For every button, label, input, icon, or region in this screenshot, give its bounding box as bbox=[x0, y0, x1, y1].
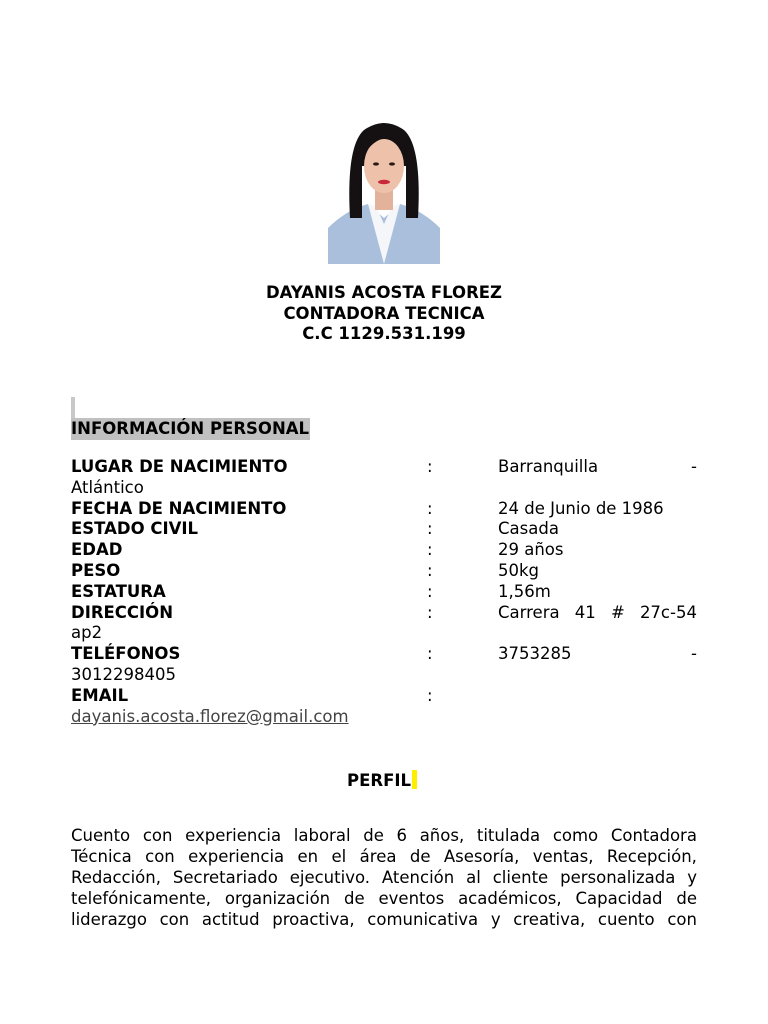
field-value-part: 27c-54 bbox=[639, 602, 697, 622]
resume-header bbox=[0, 283, 768, 345]
section-title-perfil-text: PERFIL bbox=[347, 771, 411, 790]
perfil-paragraph bbox=[71, 825, 697, 930]
paragraph-word: personalizada bbox=[560, 868, 676, 887]
paragraph-word: comunicativa bbox=[367, 910, 479, 929]
paragraph-word: cuento bbox=[597, 910, 655, 929]
paragraph-word: ventas, bbox=[532, 847, 594, 866]
paragraph-line bbox=[71, 867, 697, 888]
field-value-part: Barranquilla bbox=[498, 457, 599, 476]
field-value-part: - bbox=[691, 644, 697, 664]
field-colon: : bbox=[427, 457, 433, 476]
field-label: ESTATURA bbox=[71, 581, 166, 601]
field-row-direccion bbox=[71, 603, 697, 624]
candidate-title: CONTADORA TECNICA bbox=[283, 303, 485, 323]
field-label: FECHA DE NACIMIENTO bbox=[71, 498, 287, 518]
candidate-id: C.C 1129.531.199 bbox=[302, 324, 466, 343]
field-value: 29 años bbox=[498, 540, 564, 560]
paragraph-word: cliente bbox=[492, 868, 549, 887]
field-value-continuation: ap2 bbox=[71, 623, 103, 643]
paragraph-word: área bbox=[359, 847, 397, 866]
field-label: EDAD bbox=[71, 540, 123, 560]
paragraph-line bbox=[71, 909, 697, 930]
paragraph-line bbox=[71, 846, 697, 867]
paragraph-word: y bbox=[490, 910, 501, 929]
paragraph-word: experiencia bbox=[185, 826, 282, 845]
field-continuation bbox=[71, 665, 697, 686]
paragraph-word: de bbox=[676, 889, 697, 908]
field-value-part: 3753285 bbox=[498, 644, 572, 664]
field-continuation bbox=[71, 707, 697, 728]
paragraph-line bbox=[71, 888, 697, 909]
paragraph-word: ejecutivo. bbox=[289, 868, 371, 887]
field-value: 24 de Junio de 1986 bbox=[498, 498, 664, 518]
field-label: DIRECCIÓN bbox=[71, 602, 174, 622]
field-value: 1,56m bbox=[498, 581, 551, 601]
paragraph-word: Cuento bbox=[71, 826, 131, 845]
field-row-peso bbox=[71, 561, 697, 582]
paragraph-word: experiencia bbox=[188, 847, 285, 866]
paragraph-word: de bbox=[344, 889, 365, 908]
paragraph-word: al bbox=[466, 868, 481, 887]
email-link[interactable]: dayanis.acosta.florez@gmail.com bbox=[71, 706, 349, 726]
paragraph-word: Atención bbox=[381, 868, 455, 887]
paragraph-word: organización bbox=[224, 889, 331, 908]
paragraph-line bbox=[71, 825, 697, 846]
field-label: LUGAR DE NACIMIENTO bbox=[71, 457, 288, 476]
field-label: PESO bbox=[71, 560, 121, 580]
field-label: EMAIL bbox=[71, 685, 129, 705]
highlight-mark bbox=[412, 770, 417, 789]
field-row-edad bbox=[71, 540, 697, 561]
field-row-lugar bbox=[71, 457, 697, 478]
paragraph-word: académicos, bbox=[458, 889, 562, 908]
field-label: ESTADO CIVIL bbox=[71, 519, 199, 539]
field-colon: : bbox=[427, 644, 433, 664]
paragraph-word: Asesoría, bbox=[443, 847, 520, 866]
paragraph-word: Secretariado bbox=[172, 868, 278, 887]
field-continuation bbox=[71, 623, 697, 644]
field-row-telefonos bbox=[71, 644, 697, 665]
field-value: Casada bbox=[498, 519, 559, 539]
paragraph-word: Capacidad bbox=[575, 889, 663, 908]
field-colon: : bbox=[427, 602, 433, 622]
field-row-email bbox=[71, 686, 697, 707]
paragraph-word: liderazgo bbox=[71, 910, 147, 929]
field-colon: : bbox=[427, 519, 433, 539]
paragraph-word: años, bbox=[419, 826, 465, 845]
profile-photo bbox=[328, 106, 440, 264]
paragraph-word: de bbox=[363, 826, 384, 845]
paragraph-word: Contadora bbox=[610, 826, 697, 845]
paragraph-word: Redacción, bbox=[71, 868, 161, 887]
field-value-part: 41 bbox=[574, 602, 596, 622]
personal-info bbox=[71, 457, 697, 727]
field-colon: : bbox=[427, 560, 433, 580]
paragraph-word: laboral bbox=[293, 826, 351, 845]
paragraph-word: como bbox=[552, 826, 599, 845]
field-value-part: Carrera bbox=[498, 602, 560, 622]
field-value: 50kg bbox=[498, 560, 540, 580]
field-value-continuation: 3012298405 bbox=[71, 664, 176, 684]
paragraph-word: y bbox=[687, 868, 697, 887]
paragraph-word: telefónicamente, bbox=[71, 889, 212, 908]
paragraph-word: el bbox=[331, 847, 347, 866]
paragraph-word: proactiva, bbox=[272, 910, 355, 929]
field-value bbox=[498, 603, 697, 624]
field-colon: : bbox=[427, 540, 433, 560]
field-colon: : bbox=[427, 685, 433, 705]
paragraph-word: de bbox=[409, 847, 431, 866]
field-value-part: - bbox=[691, 457, 697, 476]
section-title-personal: INFORMACIÓN PERSONAL bbox=[71, 419, 310, 438]
paragraph-word: actitud bbox=[201, 910, 260, 929]
field-value bbox=[498, 644, 697, 665]
field-row-fecha bbox=[71, 499, 697, 520]
profile-photo-image bbox=[328, 106, 440, 264]
field-row-estatura bbox=[71, 582, 697, 603]
field-value-continuation: Atlántico bbox=[71, 477, 144, 497]
paragraph-word: con bbox=[667, 910, 697, 929]
section-title-perfil bbox=[347, 770, 417, 791]
field-colon: : bbox=[427, 498, 433, 518]
paragraph-word: creativa, bbox=[513, 910, 586, 929]
paragraph-word: en bbox=[297, 847, 319, 866]
paragraph-word: 6 bbox=[396, 826, 408, 845]
field-continuation bbox=[71, 478, 697, 499]
candidate-name: DAYANIS ACOSTA FLOREZ bbox=[265, 283, 503, 302]
paragraph-word: con bbox=[142, 826, 173, 845]
field-value-part: # bbox=[610, 602, 625, 622]
paragraph-word: eventos bbox=[378, 889, 445, 908]
paragraph-word: Técnica bbox=[71, 847, 132, 866]
paragraph-word: titulada bbox=[476, 826, 541, 845]
field-row-estado bbox=[71, 519, 697, 540]
paragraph-word: Recepción, bbox=[606, 847, 697, 866]
paragraph-word: con bbox=[159, 910, 190, 929]
field-colon: : bbox=[427, 581, 433, 601]
field-value bbox=[498, 457, 697, 478]
paragraph-word: con bbox=[145, 847, 175, 866]
field-label: TELÉFONOS bbox=[71, 644, 181, 664]
